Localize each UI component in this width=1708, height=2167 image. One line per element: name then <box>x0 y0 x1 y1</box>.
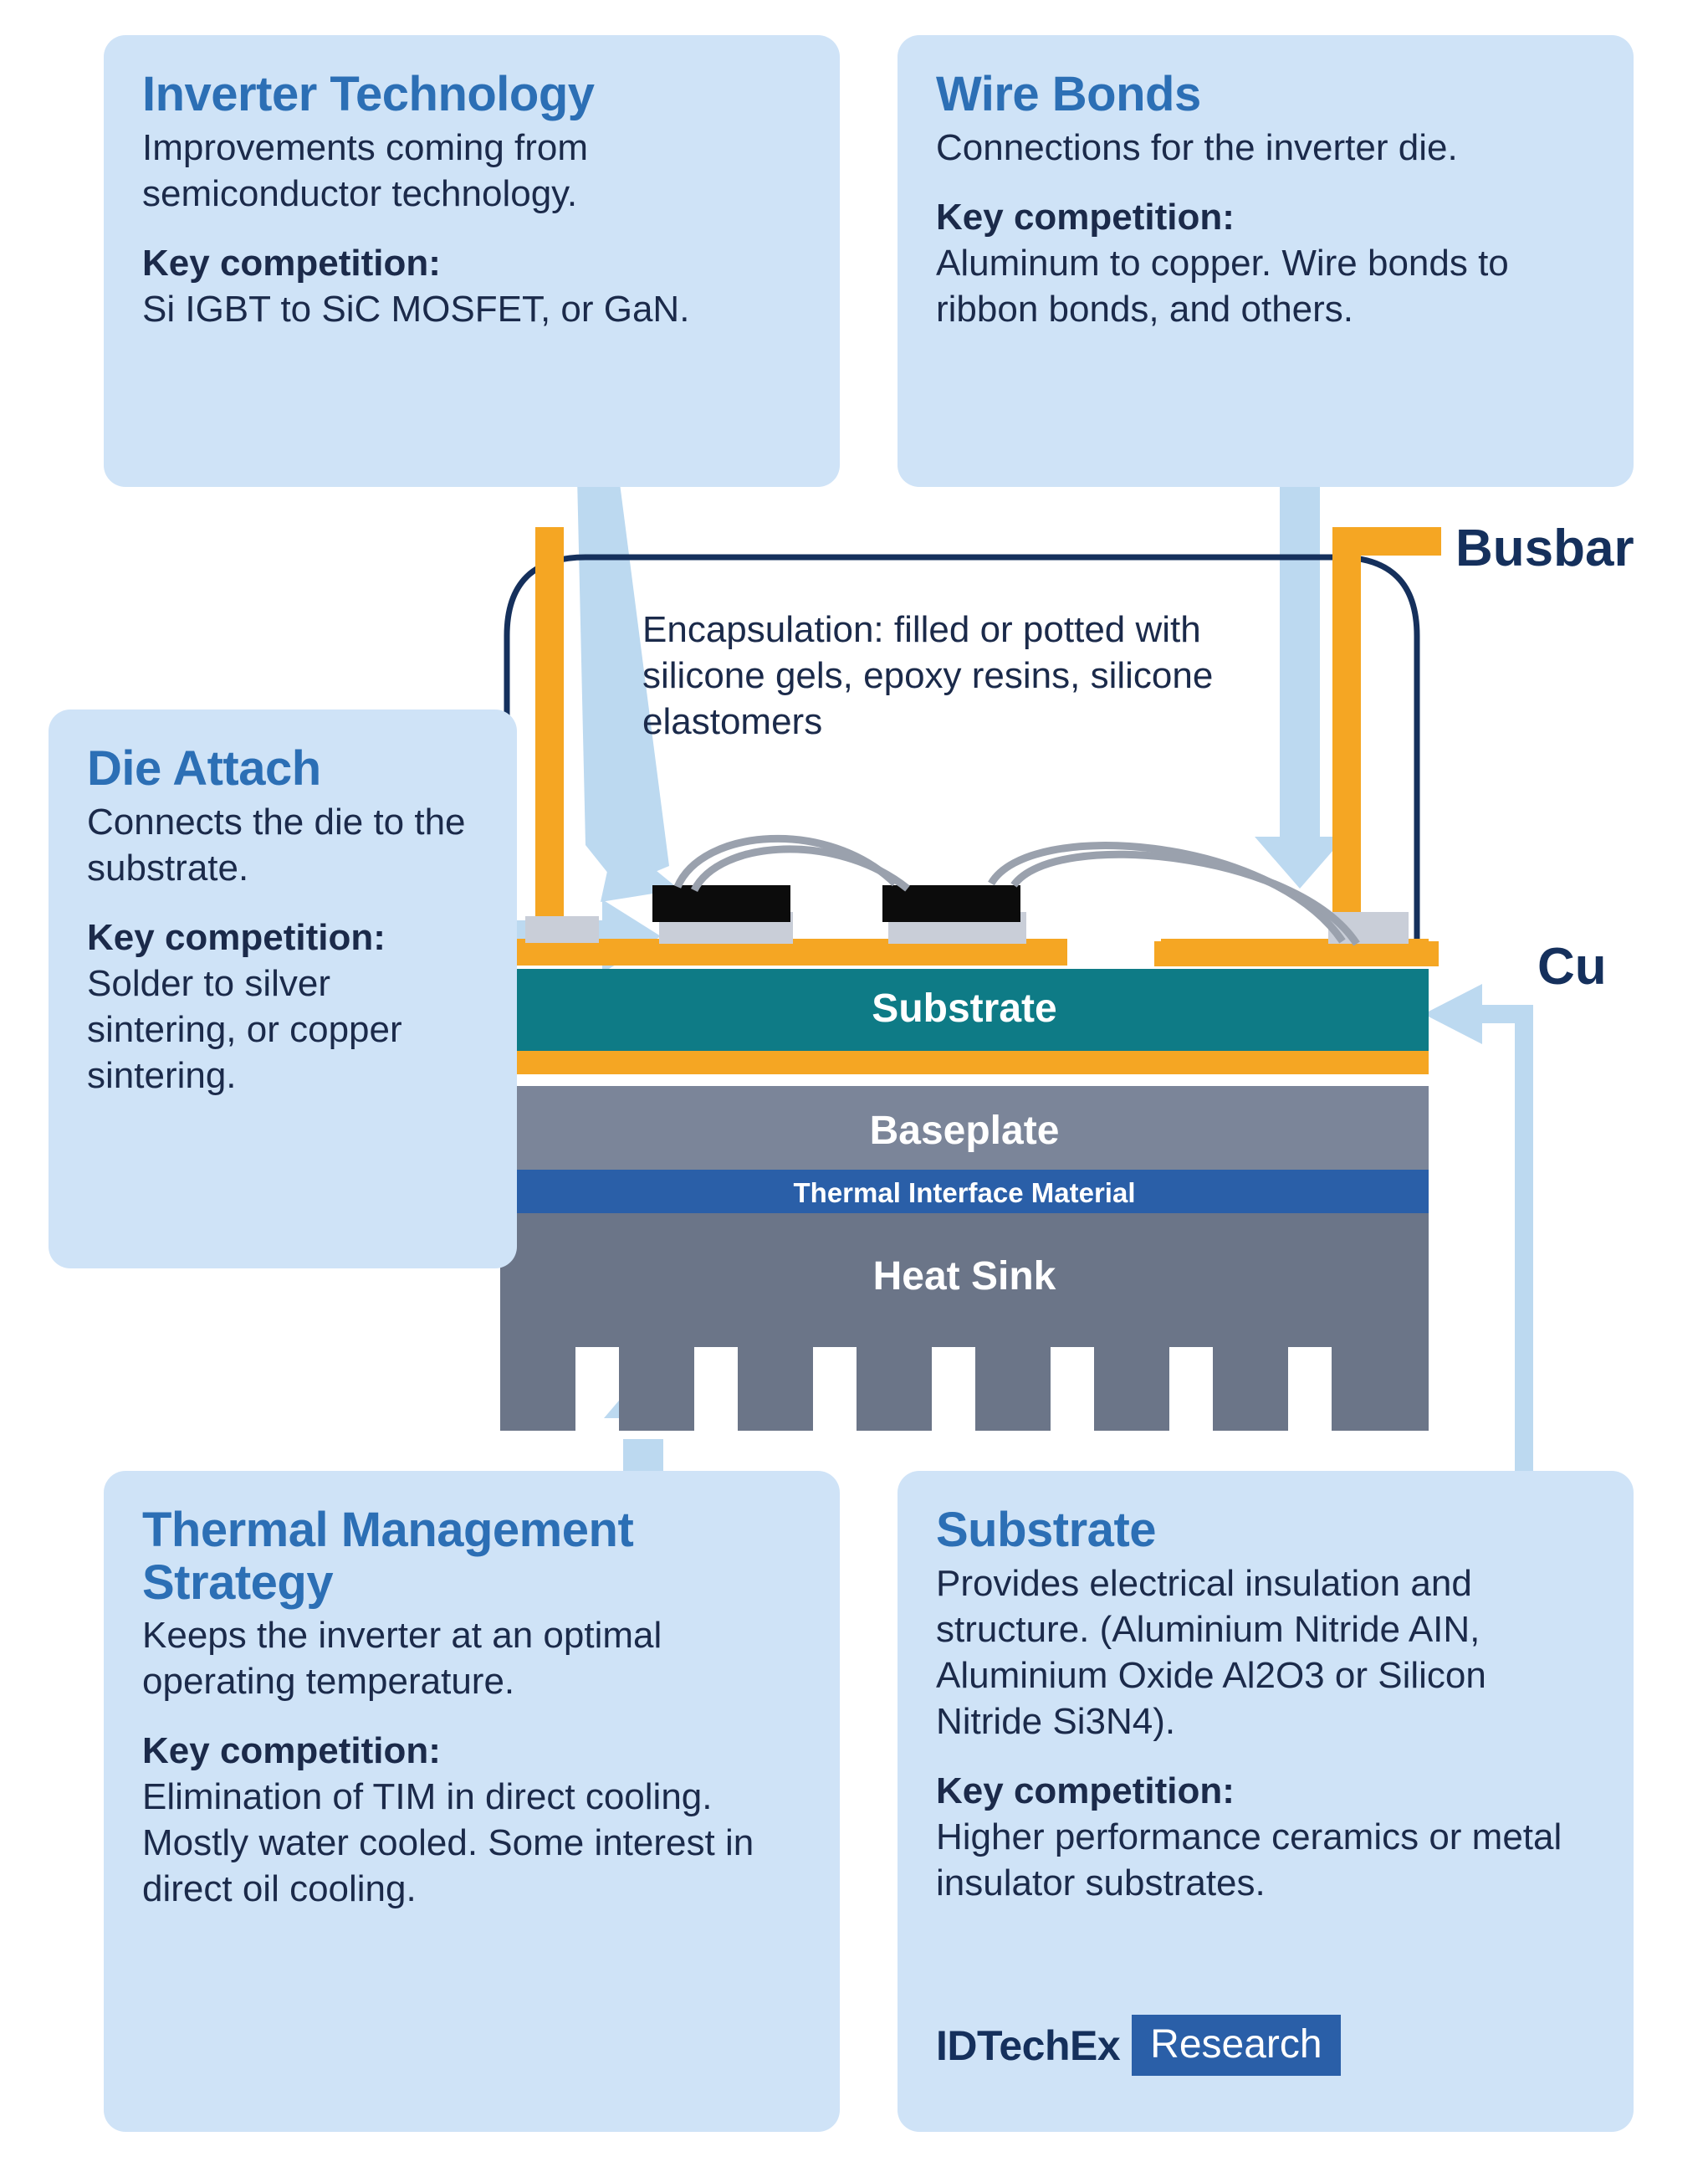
card-substrate-key-label: Key competition: <box>936 1770 1235 1811</box>
card-wirebonds-title: Wire Bonds <box>936 67 1201 121</box>
card-inverter-desc: Improvements coming from semiconductor technology. <box>142 126 589 214</box>
card-inverter-title: Inverter Technology <box>142 67 595 121</box>
tim-layer-label: Thermal Interface Material <box>793 1177 1136 1208</box>
card-substrate-title: Substrate <box>936 1503 1157 1557</box>
substrate-layer <box>500 969 1429 1051</box>
busbar-right-tab <box>1332 527 1441 556</box>
encapsulation-text: Encapsulation: filled or potted with silicone gels, epoxy resins, silicone elastomers <box>642 609 1214 742</box>
busbar-left <box>535 527 564 945</box>
card-substrate[interactable] <box>897 1471 1634 2132</box>
card-thermal-key-text: Elimination of TIM in direct cooling. <box>142 1776 713 1818</box>
card-thermal-key-label: Key competition: <box>142 1730 441 1772</box>
tim-layer <box>500 1170 1429 1213</box>
card-substrate-key-text: Higher performance ceramics or metal insulator substrates. <box>936 1816 1562 1903</box>
wire-bonds <box>636 803 1372 979</box>
card-wirebonds-key-text: Aluminum to copper. Wire bonds to ribbon bonds, and others. <box>936 242 1509 330</box>
heatsink-body <box>500 1213 1429 1347</box>
card-thermal-desc: Keeps the inverter at an optimal operating temperature. <box>142 1615 662 1703</box>
heatsink-fins <box>500 1347 1429 1431</box>
substrate-layer-label: Substrate <box>872 986 1057 1031</box>
card-inverter-key-text: Si IGBT to SiC MOSFET, or GaN. <box>142 288 690 330</box>
gap <box>500 1074 1429 1086</box>
card-wirebonds-key-label: Key competition: <box>936 196 1235 238</box>
card-dieattach-key-text: Solder to silver sintering, or copper sintering. <box>87 962 402 1096</box>
busbar-label: Busbar <box>1455 520 1634 577</box>
substrate-bottom-copper <box>500 1051 1429 1074</box>
logo-brand: IDTechEx <box>936 2021 1121 2069</box>
card-wirebonds-desc: Connections for the inverter die. <box>936 126 1458 168</box>
card-dieattach-key-label: Key competition: <box>87 916 386 958</box>
card-wire-bonds[interactable] <box>897 35 1634 487</box>
card-thermal-management[interactable] <box>104 1471 840 2132</box>
baseplate-layer <box>500 1086 1429 1170</box>
heatsink-label: Heat Sink <box>872 1254 1056 1299</box>
card-die-attach[interactable] <box>49 710 517 1268</box>
card-dieattach-desc: Connects the die to the substrate. <box>87 801 466 889</box>
cu-label: Cu <box>1537 938 1607 996</box>
card-inverter-key-label: Key competition: <box>142 242 441 284</box>
die-attach-pad-left <box>525 916 599 943</box>
baseplate-layer-label: Baseplate <box>869 1109 1060 1153</box>
logo-suffix: Research <box>1132 2015 1340 2076</box>
card-inverter-technology[interactable] <box>104 35 840 487</box>
idtechex-logo <box>936 2015 1341 2076</box>
card-substrate-desc: Provides electrical insulation and structure. (Aluminium Nitride AIN, Aluminium Oxide Al2O3 or Silicon Nitride Si3N4). <box>936 1562 1486 1742</box>
card-dieattach-title: Die Attach <box>87 741 321 796</box>
card-thermal-key-text2: Mostly water cooled. Some interest in direct oil cooling. <box>142 1822 754 1910</box>
card-thermal-title: Thermal Management Strategy <box>142 1503 634 1610</box>
